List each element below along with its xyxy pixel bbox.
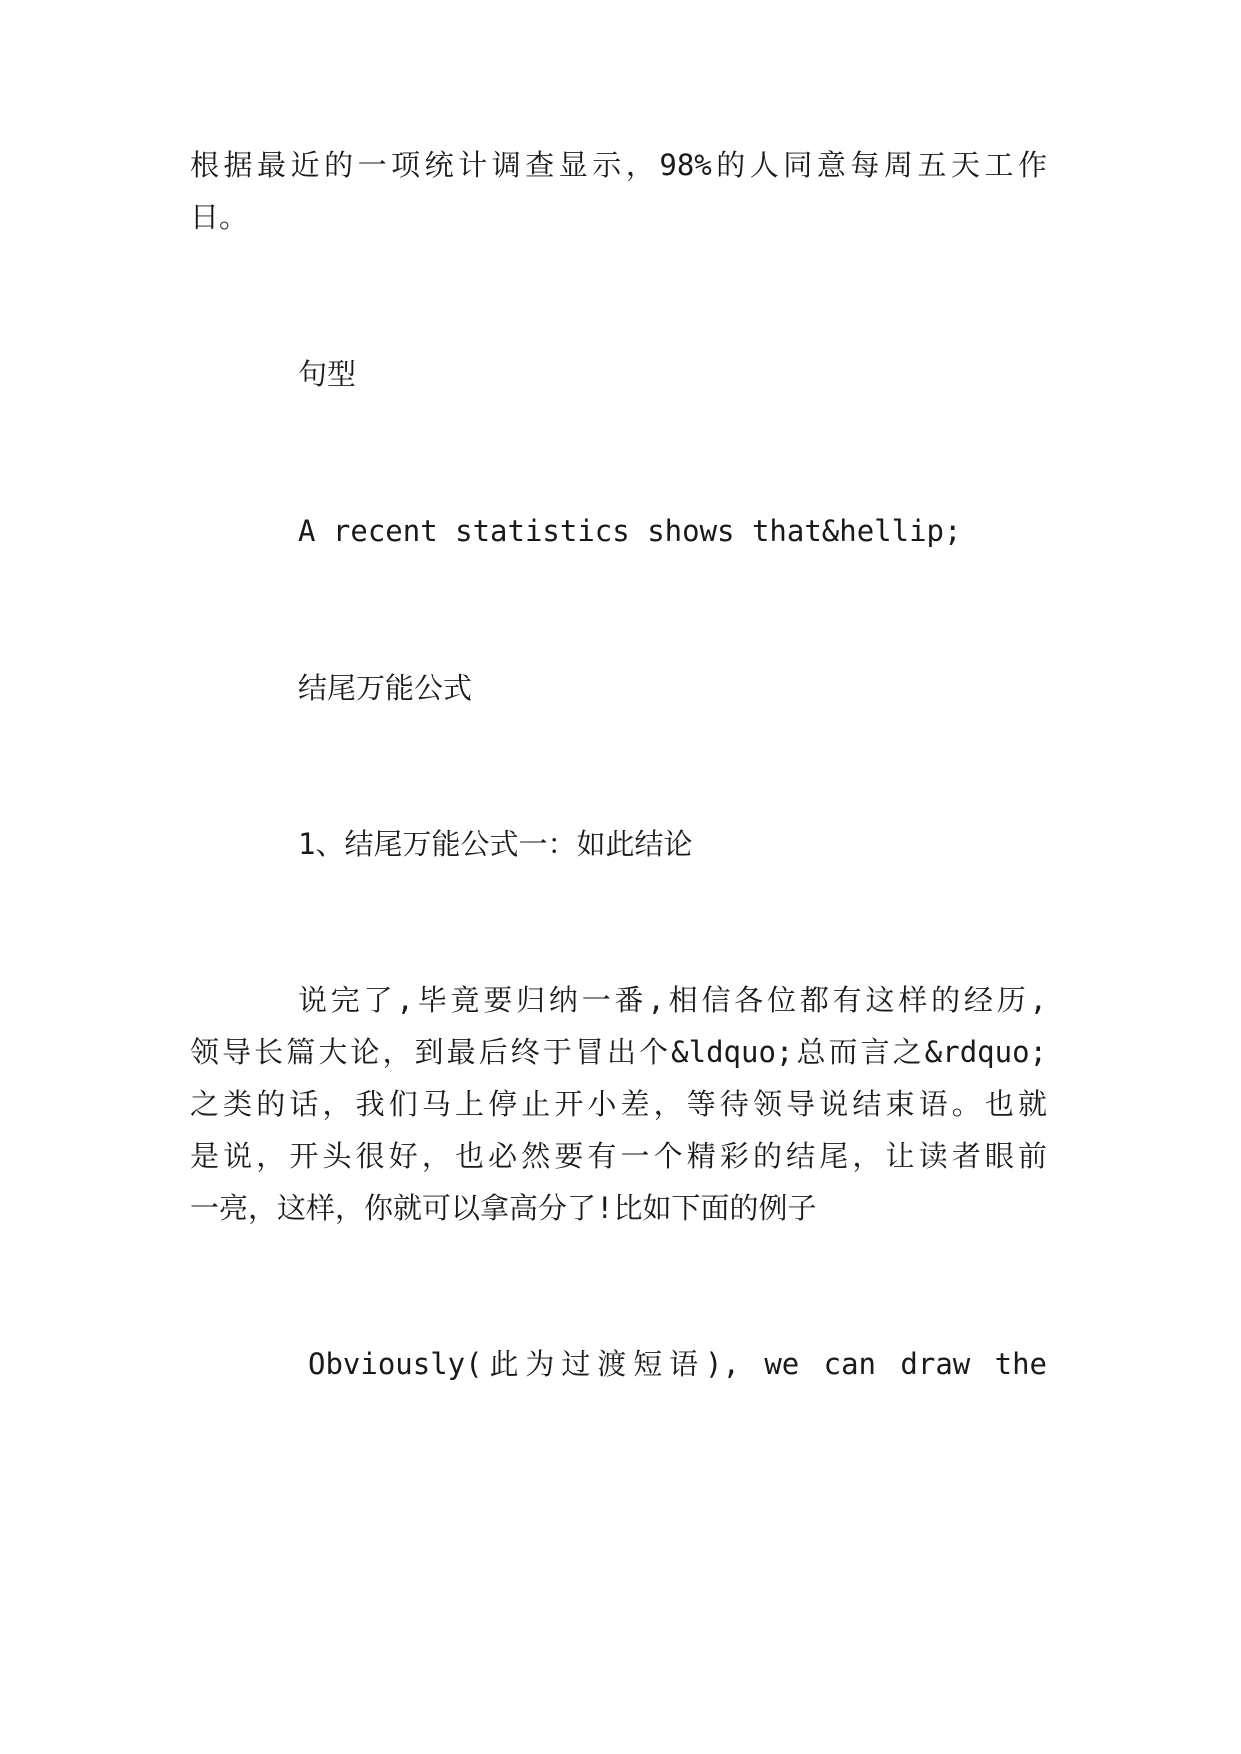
heading-formula-one: 1、结尾万能公式一：如此结论 <box>298 827 693 861</box>
paragraph-statistics-line-1: 根据最近的一项统计调查显示，98%的人同意每周五天工作 <box>190 148 1047 182</box>
paragraph-ending-line-5: 一亮，这样，你就可以拿高分了!比如下面的例子 <box>190 1191 817 1225</box>
heading-sentence-type: 句型 <box>298 357 357 391</box>
paragraph-ending-line-3: 之类的话，我们马上停止开小差，等待领导说结束语。也就 <box>190 1087 1047 1121</box>
paragraph-ending-line-2: 领导长篇大论，到最后终于冒出个&ldquo;总而言之&rdquo; <box>190 1035 1047 1069</box>
example-obviously: Obviously(此为过渡短语), we can draw the <box>308 1347 1047 1381</box>
paragraph-ending-line-4: 是说，开头很好，也必然要有一个精彩的结尾，让读者眼前 <box>190 1139 1047 1173</box>
paragraph-ending-line-1: 说完了,毕竟要归纳一番,相信各位都有这样的经历, <box>298 983 1047 1017</box>
heading-ending-formula: 结尾万能公式 <box>298 671 473 705</box>
example-sentence: A recent statistics shows that&hellip; <box>298 514 962 548</box>
paragraph-statistics-line-2: 日。 <box>190 200 249 234</box>
